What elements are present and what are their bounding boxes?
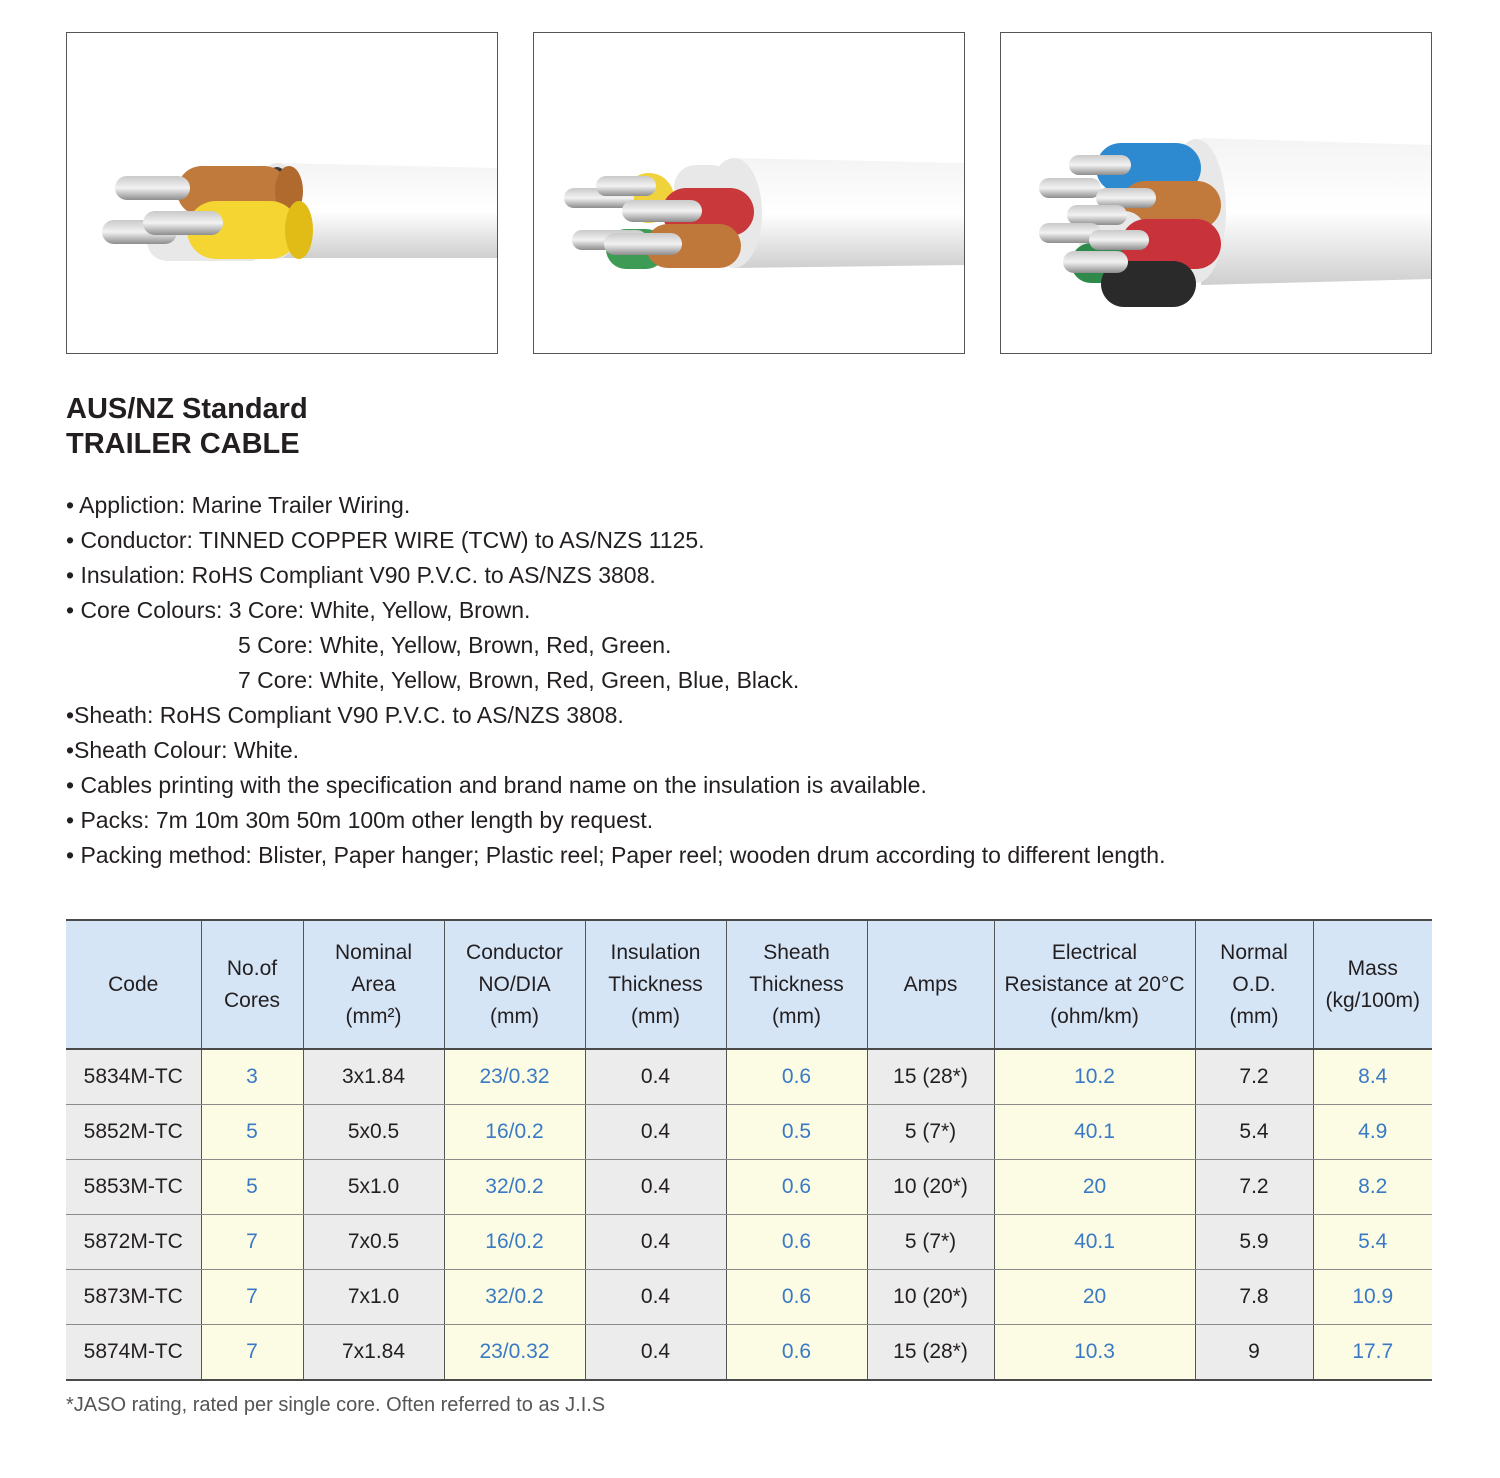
cell-nominal-area: 5x0.5 — [303, 1105, 444, 1160]
header-amps — [867, 920, 994, 1049]
cell-mass: 17.7 — [1313, 1325, 1432, 1381]
cable-7-core-image — [1000, 32, 1432, 354]
cell-nominal-area: 7x0.5 — [303, 1215, 444, 1270]
cell-sheath-thickness: 0.6 — [726, 1325, 867, 1381]
cell-conductor: 32/0.2 — [444, 1270, 585, 1325]
cell-insulation-thickness: 0.4 — [585, 1325, 726, 1381]
header-mass — [1313, 920, 1432, 1049]
header-line: Code — [108, 972, 159, 996]
header-line: No.of — [226, 956, 278, 980]
cell-resistance: 40.1 — [994, 1105, 1195, 1160]
spec-table — [66, 919, 1432, 1381]
header-line: Thickness — [608, 972, 703, 996]
header-line: (mm) — [490, 1004, 539, 1028]
cell-code: 5834M-TC — [66, 1049, 201, 1105]
cell-mass: 5.4 — [1313, 1215, 1432, 1270]
spec-item: •Sheath Colour: White. — [66, 737, 300, 763]
header-line: Insulation — [610, 940, 701, 964]
cell-conductor: 32/0.2 — [444, 1160, 585, 1215]
cell-code: 5873M-TC — [66, 1270, 201, 1325]
title-product: TRAILER CABLE — [66, 428, 300, 460]
cell-cores: 5 — [201, 1105, 303, 1160]
cell-mass: 4.9 — [1313, 1105, 1432, 1160]
table-row — [66, 1270, 1432, 1325]
cell-od: 5.9 — [1195, 1215, 1313, 1270]
cell-insulation-thickness: 0.4 — [585, 1160, 726, 1215]
header-conductor — [444, 920, 585, 1049]
cell-code: 5872M-TC — [66, 1215, 201, 1270]
header-line: Resistance at 20°C — [1004, 972, 1185, 996]
header-line: Mass — [1347, 956, 1398, 980]
cell-code: 5852M-TC — [66, 1105, 201, 1160]
header-sheath-thickness — [726, 920, 867, 1049]
table-row — [66, 1215, 1432, 1270]
table-header — [66, 920, 1432, 1049]
cell-code: 5853M-TC — [66, 1160, 201, 1215]
header-line: Sheath — [763, 940, 830, 964]
header-line: (kg/100m) — [1325, 988, 1421, 1012]
spec-list — [66, 488, 1165, 873]
spec-item: 5 Core: White, Yellow, Brown, Red, Green. — [238, 632, 672, 658]
table-row — [66, 1049, 1432, 1105]
cell-od: 7.8 — [1195, 1270, 1313, 1325]
cell-od: 7.2 — [1195, 1049, 1313, 1105]
table-row — [66, 1160, 1432, 1215]
cell-sheath-thickness: 0.6 — [726, 1270, 867, 1325]
header-cores — [201, 920, 303, 1049]
cell-amps: 10 (20*) — [867, 1270, 994, 1325]
header-line: O.D. — [1232, 972, 1276, 996]
header-line: Thickness — [749, 972, 844, 996]
cell-amps: 15 (28*) — [867, 1049, 994, 1105]
cell-sheath-thickness: 0.6 — [726, 1049, 867, 1105]
header-insulation-thickness — [585, 920, 726, 1049]
cell-resistance: 40.1 — [994, 1215, 1195, 1270]
cell-insulation-thickness: 0.4 — [585, 1049, 726, 1105]
cable-5-core-image — [533, 32, 965, 354]
cell-od: 7.2 — [1195, 1160, 1313, 1215]
header-line: Normal — [1220, 940, 1288, 964]
cell-amps: 10 (20*) — [867, 1160, 994, 1215]
header-resistance — [994, 920, 1195, 1049]
header-line: Area — [351, 972, 396, 996]
cell-conductor: 16/0.2 — [444, 1215, 585, 1270]
cell-resistance: 20 — [994, 1270, 1195, 1325]
header-line: (mm) — [772, 1004, 821, 1028]
cell-amps: 5 (7*) — [867, 1215, 994, 1270]
cell-code: 5874M-TC — [66, 1325, 201, 1381]
cell-mass: 8.2 — [1313, 1160, 1432, 1215]
header-line: (ohm/km) — [1050, 1004, 1139, 1028]
cell-nominal-area: 5x1.0 — [303, 1160, 444, 1215]
product-title — [66, 392, 308, 462]
table-header-row — [66, 920, 1432, 1049]
cell-amps: 5 (7*) — [867, 1105, 994, 1160]
header-line: (mm) — [1229, 1004, 1279, 1028]
cable-3-core-image — [66, 32, 498, 354]
spec-item: • Packs: 7m 10m 30m 50m 100m other length by request. — [66, 807, 654, 833]
cell-resistance: 10.2 — [994, 1049, 1195, 1105]
spec-item: • Cables printing with the specification and brand name on the insulation is available. — [66, 772, 927, 798]
header-line: Nominal — [334, 940, 413, 964]
spec-item: • Insulation: RoHS Compliant V90 P.V.C. to AS/NZS 3808. — [66, 562, 656, 588]
spec-item: • Packing method: Blister, Paper hanger; Plastic reel; Paper reel; wooden drum according to different length. — [66, 842, 1166, 868]
table-row — [66, 1105, 1432, 1160]
header-line: (mm²) — [345, 1004, 402, 1028]
cell-conductor: 16/0.2 — [444, 1105, 585, 1160]
cell-sheath-thickness: 0.6 — [726, 1160, 867, 1215]
cell-nominal-area: 7x1.0 — [303, 1270, 444, 1325]
cell-insulation-thickness: 0.4 — [585, 1105, 726, 1160]
spec-item: •Sheath: RoHS Compliant V90 P.V.C. to AS/NZS 3808. — [66, 702, 624, 728]
cell-od: 5.4 — [1195, 1105, 1313, 1160]
header-nominal-area — [303, 920, 444, 1049]
cell-nominal-area: 3x1.84 — [303, 1049, 444, 1105]
spec-item: • Conductor: TINNED COPPER WIRE (TCW) to AS/NZS 1125. — [66, 527, 705, 553]
header-code — [66, 920, 201, 1049]
cell-insulation-thickness: 0.4 — [585, 1215, 726, 1270]
cell-resistance: 10.3 — [994, 1325, 1195, 1381]
cell-nominal-area: 7x1.84 — [303, 1325, 444, 1381]
cell-cores: 7 — [201, 1270, 303, 1325]
cell-resistance: 20 — [994, 1160, 1195, 1215]
header-line: Amps — [903, 972, 958, 996]
spec-item: • Appliction: Marine Trailer Wiring. — [66, 492, 411, 518]
footnote: *JASO rating, rated per single core. Often referred to as J.I.S — [66, 1394, 606, 1416]
header-od — [1195, 920, 1313, 1049]
cell-amps: 15 (28*) — [867, 1325, 994, 1381]
cell-mass: 10.9 — [1313, 1270, 1432, 1325]
cell-cores: 3 — [201, 1049, 303, 1105]
table-row — [66, 1325, 1432, 1381]
cell-conductor: 23/0.32 — [444, 1049, 585, 1105]
cell-cores: 5 — [201, 1160, 303, 1215]
header-line: Conductor — [466, 940, 563, 964]
cell-sheath-thickness: 0.6 — [726, 1215, 867, 1270]
table-body — [66, 1049, 1432, 1380]
cell-cores: 7 — [201, 1215, 303, 1270]
cell-sheath-thickness: 0.5 — [726, 1105, 867, 1160]
header-line: (mm) — [631, 1004, 680, 1028]
cell-od: 9 — [1195, 1325, 1313, 1381]
spec-item: • Core Colours: 3 Core: White, Yellow, Brown. — [66, 597, 531, 623]
header-line: Cores — [223, 988, 281, 1012]
cell-mass: 8.4 — [1313, 1049, 1432, 1105]
title-standard: AUS/NZ Standard — [66, 393, 308, 425]
cell-conductor: 23/0.32 — [444, 1325, 585, 1381]
header-line: Electrical — [1051, 940, 1138, 964]
cell-cores: 7 — [201, 1325, 303, 1381]
header-line: NO/DIA — [478, 972, 551, 996]
spec-item: 7 Core: White, Yellow, Brown, Red, Green, Blue, Black. — [238, 667, 800, 693]
cell-insulation-thickness: 0.4 — [585, 1270, 726, 1325]
